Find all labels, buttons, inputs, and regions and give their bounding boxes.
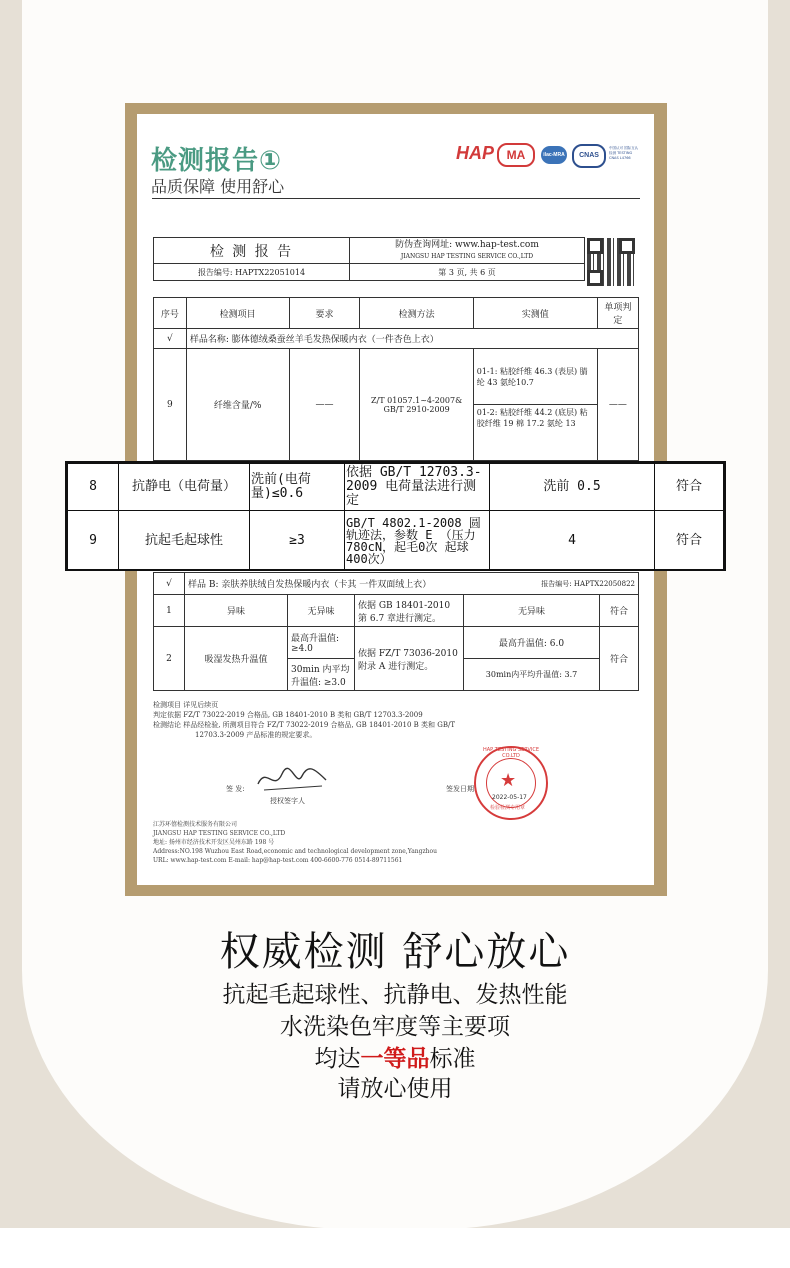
cnas-logo: CNAS	[572, 144, 606, 168]
seal-text: HAP TESTING SERVICE CO.LTD	[483, 747, 539, 759]
row-req-2: 30min 内平均升温值: ≥3.0	[288, 659, 355, 691]
promo-line: 水洗染色牢度等主要项	[280, 1014, 510, 1040]
ilac-logo: ilac-MRA	[541, 146, 567, 164]
note-line: 12703.3-2009 产品标准的规定要求。	[195, 731, 317, 739]
row-judge: 符合	[600, 627, 639, 691]
row-value: 无异味	[464, 595, 600, 627]
col-header: 要求	[289, 298, 360, 329]
promo-grade-post: 标准	[429, 1046, 476, 1072]
hl-judge: 符合	[655, 464, 724, 511]
footer-line: Address:NO.198 Wuzhou East Road,economic and technological development zone,Yangzhou	[153, 848, 437, 855]
footer-line: 地址: 扬州市经济技术开发区吴州东路 198 号	[153, 839, 275, 846]
signer-label: 授权签字人	[270, 797, 305, 805]
promo-grade-highlight: 一等品	[360, 1046, 430, 1072]
promo-line: 抗起毛起球性、抗静电、发热性能	[222, 982, 568, 1008]
hl-no: 8	[68, 464, 119, 511]
row-judge: ——	[597, 349, 638, 461]
qr-corner	[619, 238, 635, 254]
col-header: 单项判定	[597, 298, 638, 329]
hl-item: 抗起毛起球性	[119, 511, 250, 571]
promo-headline: 权威检测 舒心放心	[219, 929, 571, 975]
sign-label: 签 发:	[226, 785, 245, 793]
row-no: 1	[154, 595, 185, 627]
row-item: 纤维含量/%	[186, 349, 289, 461]
sample-check: √	[154, 573, 185, 595]
sample-b-report-no: 报告编号: HAPTX22050822	[532, 573, 639, 595]
ma-logo: MA	[497, 143, 535, 167]
row-req: 无异味	[288, 595, 355, 627]
hl-no: 9	[68, 511, 119, 571]
bottom-strip	[0, 1228, 790, 1268]
row-method: 依据 FZ/T 73036-2010 附录 A 进行测定。	[355, 627, 464, 691]
results-table-b	[153, 572, 639, 691]
report-query	[350, 238, 585, 264]
hl-req: ≥3	[250, 511, 345, 571]
highlight-rows	[67, 463, 724, 571]
col-header: 序号	[154, 298, 187, 329]
col-header: 检测方法	[360, 298, 473, 329]
row-item: 吸湿发热升温值	[185, 627, 288, 691]
footer-line: URL: www.hap-test.com E-mail: hap@hap-test.com 400-6600-776 0514-89711561	[153, 857, 403, 864]
row-value-1: 最高升温值: 6.0	[464, 627, 600, 659]
row-value-1: 01-1: 粘胶纤维 46.3 (表层) 腈纶 43 氨纶10.7	[473, 349, 597, 405]
row-value-2: 01-2: 粘胶纤维 44.2 (底层) 粘胶纤维 19 棉 17.2 氨纶 13	[473, 405, 597, 461]
highlight-table	[65, 461, 726, 571]
row-no: 2	[154, 627, 185, 691]
sample-check: √	[154, 329, 187, 349]
hap-logo: HAP	[456, 143, 495, 163]
seal-sub: 检验检测专用章	[490, 805, 526, 811]
official-seal	[474, 746, 548, 820]
col-header: 实测值	[473, 298, 597, 329]
company-footer	[153, 820, 437, 865]
promo-line-grade	[0, 1040, 790, 1073]
seal-date: 2022-05-17	[492, 794, 527, 801]
promo-line: 请放心使用	[337, 1076, 453, 1102]
report-number: 报告编号: HAPTX22051014	[154, 264, 350, 281]
hl-method: GB/T 4802.1-2008 圆轨迹法，参数 E （压力 780cN，起毛0次 起球400次）	[345, 511, 490, 571]
divider	[152, 198, 640, 199]
row-method: 依据 GB 18401-2010 第 6.7 章进行测定。	[355, 595, 464, 627]
notes-block	[153, 700, 455, 740]
sample-a-label: 样品名称: 膨体德绒桑蚕丝羊毛发热保暖内衣（一件杏色上衣）	[186, 329, 638, 349]
hl-method: 依据 GB/T 12703.3-2009 电荷量法进行测定	[345, 464, 490, 511]
row-judge: 符合	[600, 595, 639, 627]
qr-corner	[587, 238, 603, 254]
row-req: ——	[289, 349, 360, 461]
report-title: 检 测 报 告	[154, 238, 350, 264]
footer-line: JIANGSU HAP TESTING SERVICE CO.,LTD	[153, 830, 286, 837]
hl-value: 洗前 0.5	[490, 464, 655, 511]
signature-image	[252, 762, 332, 796]
doc-subtitle: 品质保障 使用舒心	[151, 177, 285, 196]
promo-grade-pre: 均达	[314, 1046, 361, 1072]
note-line: 检测结论 样品经检验, 所测项目符合 FZ/T 73022-2019 合格品, GB 18401-2010 B 类和 GB/T	[153, 721, 455, 729]
cnas-text: 中国认可 国际互认 检测 TESTING CNAS L4766	[609, 146, 639, 160]
query-url: 防伪查询网址: www.hap-test.com	[395, 239, 539, 250]
row-req-1: 最高升温值: ≥4.0	[288, 627, 355, 659]
hl-item: 抗静电（电荷量）	[119, 464, 250, 511]
hl-judge: 符合	[655, 511, 724, 571]
row-item: 异味	[185, 595, 288, 627]
footer-line: 江苏环僖检测技术服务有限公司	[153, 821, 238, 828]
hl-value: 4	[490, 511, 655, 571]
report-header-table	[153, 237, 585, 281]
company-en: JIANGSU HAP TESTING SERVICE CO.,LTD	[400, 252, 534, 260]
qr-code	[587, 238, 635, 286]
page-indicator: 第 3 页, 共 6 页	[350, 264, 585, 281]
issue-date-label: 签发日期:	[446, 785, 477, 793]
results-table-a	[153, 297, 639, 461]
star-icon: ★	[500, 770, 517, 791]
sample-b-label: 样品 B: 亲肤养肤绒自发热保暖内衣（卡其 一件双面绒上衣）	[185, 573, 532, 595]
doc-title: 检测报告①	[151, 146, 283, 176]
note-line: 检测项目 详见后续页	[153, 701, 219, 709]
row-no: 9	[154, 349, 187, 461]
row-value-2: 30min内平均升温值: 3.7	[464, 659, 600, 691]
qr-corner	[587, 270, 603, 286]
row-method: Z/T 01057.1~4-2007& GB/T 2910-2009	[360, 349, 473, 461]
note-line: 判定依据 FZ/T 73022-2019 合格品, GB 18401-2010 B 类和 GB/T 12703.3-2009	[153, 711, 423, 719]
col-header: 检测项目	[186, 298, 289, 329]
hl-req: 洗前(电荷量)≤0.6	[250, 464, 345, 511]
